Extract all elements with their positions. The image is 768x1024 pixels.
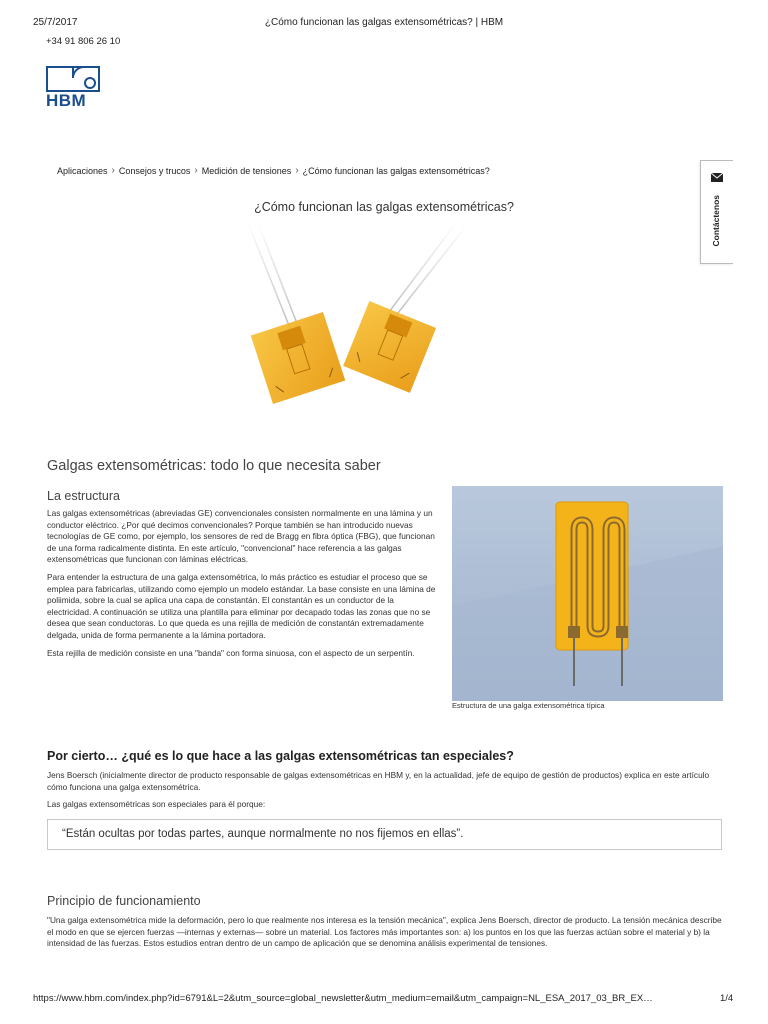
chevron-right-icon: › (194, 165, 198, 176)
phone-number[interactable]: +34 91 806 26 10 (46, 36, 121, 47)
logo-text: HBM (46, 91, 87, 110)
breadcrumb-current: ¿Cómo funcionan las galgas extensométricas? (302, 165, 490, 176)
section-heading-principio: Principio de funcionamiento (47, 894, 201, 908)
page-number: 1/4 (720, 993, 734, 1004)
paragraph: Esta rejilla de medición consiste en una "banda" con forma sinuosa, con el aspecto de un serpentín. (47, 647, 415, 658)
chevron-right-icon: › (295, 165, 299, 176)
breadcrumb-item[interactable]: Consejos y trucos (118, 165, 191, 176)
subheading-estructura: La estructura (47, 489, 120, 503)
strain-gauges-photo (228, 218, 478, 408)
print-title: ¿Cómo funcionan las galgas extensométricas? | HBM (264, 17, 504, 28)
page-title: ¿Cómo funcionan las galgas extensométricas? (254, 200, 514, 214)
section-heading-especiales: Por cierto… ¿qué es lo que hace a las galgas extensométricas tan especiales? (47, 749, 514, 763)
paragraph: Jens Boersch (inicialmente director de producto responsable de galgas extensométricas en HBM y, en la actualidad, jefe de equipo de gestión de productos) explica en este artículo cómo funciona una galga extensométrica. (47, 770, 710, 792)
chevron-right-icon: › (111, 165, 115, 176)
print-url: https://www.hbm.com/index.php?id=6791&L=2&utm_source=global_newsletter&utm_medium=email&utm_campaign=NL_ESA_2017_03_BR_EX… (33, 993, 653, 1004)
envelope-icon (711, 169, 723, 187)
strain-gauge-diagram (452, 486, 723, 701)
paragraph: "Una galga extensométrica mide la deformación, pero lo que realmente nos interesa es la tensión mecánica", explica Jens Boersch, director de producto. La tensión mecánica describe el modo en que se ejercen fuerzas —internas y externas— sobre un material. Los factores más importantes son: a) los puntos en los que las fuerzas actúan sobre el material y b) la intensidad de las fuerzas. Estos estudios entran dentro de un campo de aplicación que se denomina análisis experimental de tensiones. (47, 915, 722, 949)
paragraph: Las galgas extensométricas son especiales para él porque: (47, 799, 266, 810)
hbm-logo[interactable] (46, 66, 100, 110)
paragraph: Para entender la estructura de una galga extensométrica, lo más práctico es estudiar el proceso que se emplea para fabricarlas, utilizando como ejemplo un modelo estándar. La base consiste en una lámina de poliimida, sobre la cual se aplica una capa de constantán. El constantán es un conductor de la electricidad. A continuación se utiliza una plantilla para eliminar por decapado todas las zonas que no se desea que sean conductoras. Lo que queda es una rejilla de medición de constantán extremadamente delgada, unida de forma permanente a la lámina portadora. (47, 571, 436, 640)
principio-text (47, 915, 723, 956)
breadcrumb-item[interactable]: Medición de tensiones (201, 165, 292, 176)
paragraph: Las galgas extensométricas (abreviadas GE) convencionales consisten normalmente en una lámina y un conductor eléctrico. ¿Por qué decimos convencionales? Porque también se han introducido nuevas tecnologías de GE como, por ejemplo, los sensores de red de Bragg en fibra óptica (FBG), que funcionan de una forma radicalmente distinta. En este artículo, "convencional" hace referencia a las galgas extensométricas que funcionan con láminas eléctricas. (47, 508, 435, 565)
section-heading: Galgas extensométricas: todo lo que necesita saber (47, 458, 381, 474)
especiales-text (47, 770, 723, 817)
breadcrumb-item[interactable]: Aplicaciones (57, 165, 108, 176)
contact-label: Contáctenos (711, 195, 721, 247)
breadcrumb (57, 165, 490, 176)
figure-caption: Estructura de una galga extensométrica típica (452, 701, 605, 710)
quote-box: “Están ocultas por todas partes, aunque normalmente no nos fijemos en ellas”. (47, 819, 722, 850)
print-date: 25/7/2017 (33, 17, 78, 28)
estructura-text (47, 508, 437, 665)
